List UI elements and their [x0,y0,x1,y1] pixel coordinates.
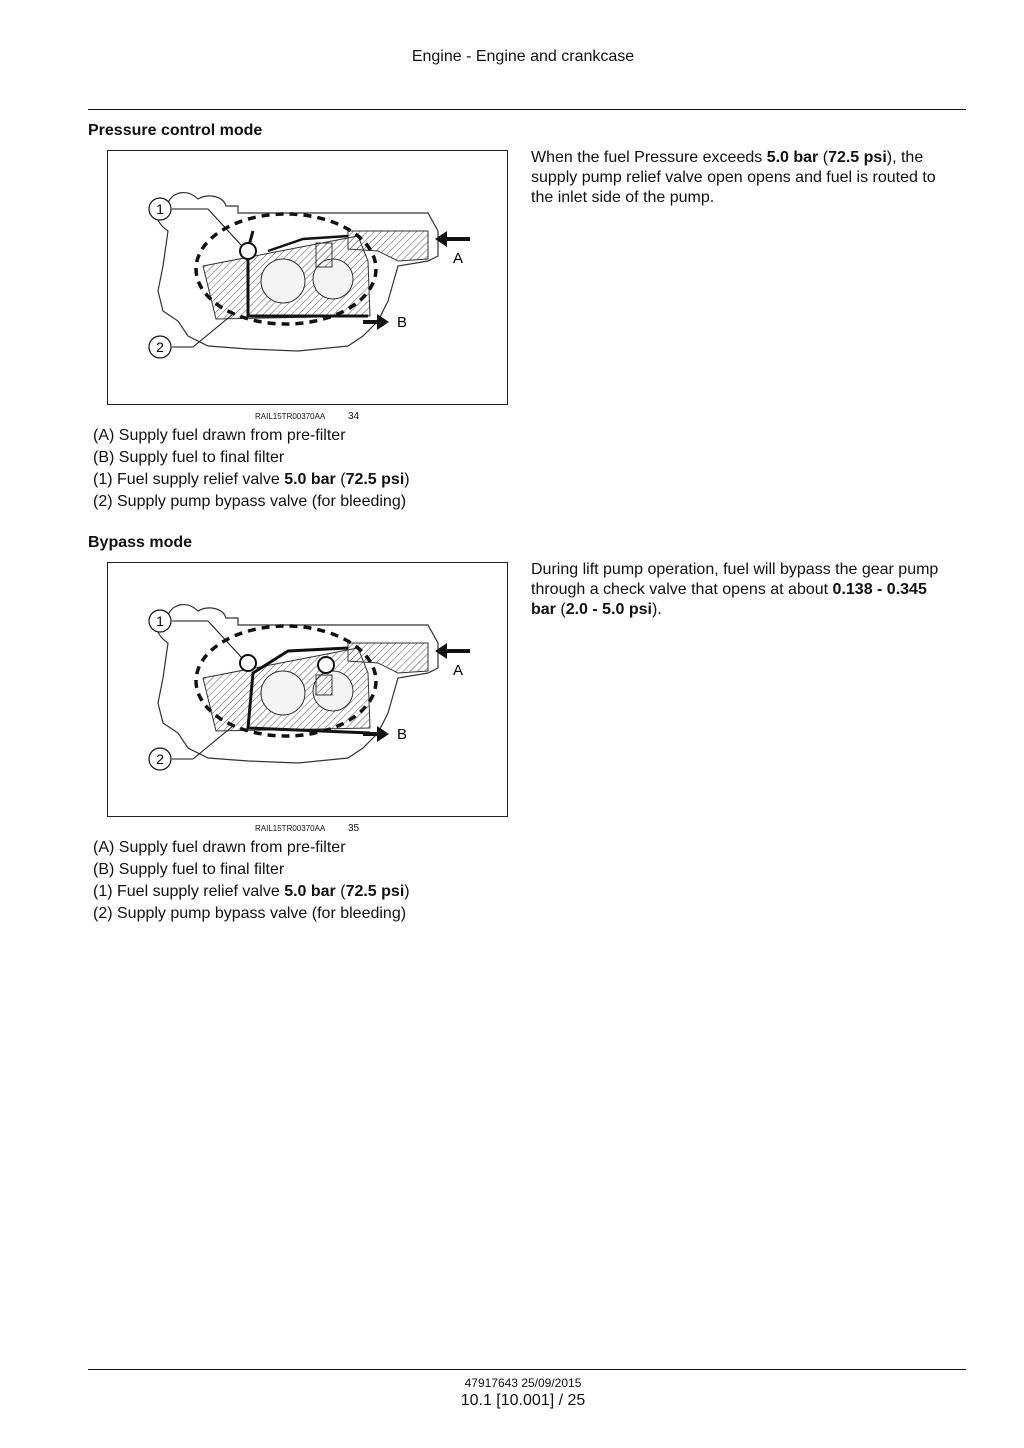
running-header: Engine - Engine and crankcase [411,48,635,65]
callout-b-label: B [396,726,408,743]
check-valve-marker [318,657,334,673]
spring-valve [316,675,332,695]
arrow-b-head [377,726,389,742]
description-pressure-control: When the fuel Pressure exceeds 5.0 bar (72.5 psi), the supply pump relief valve open opens and fuel is routed to the inlet side of the pump. [531,149,936,206]
legend-item-a: (A) Supply fuel drawn from pre-filter [93,427,346,444]
section-title-pressure-control: Pressure control mode [88,122,263,139]
callout-a-label: A [452,662,464,679]
leader-2b [193,726,233,759]
figure-bypass [107,562,508,817]
pump-diagram [108,151,507,404]
legend-item-a: (A) Supply fuel drawn from pre-filter [93,839,346,856]
leader-2b [193,314,233,347]
figure-number: 34 [348,411,360,422]
description-bypass: During lift pump operation, fuel will bypass the gear pump through a check valve that opens at about 0.138 - 0.345 bar (2.0 - 5.0 psi). [531,561,939,618]
legend-bypass [93,837,410,925]
header-rule [88,109,966,110]
figure-code: RAIL15TR00370AA [255,824,326,833]
callout-2-label: 2 [156,339,164,355]
legend-pressure-control [93,425,410,513]
callout-a-label: A [452,250,464,267]
figure-pressure-control [107,150,508,405]
gear-left [261,671,305,715]
legend-item-2: (2) Supply pump bypass valve (for bleeding) [93,905,407,922]
callout-1-label: 1 [156,613,164,629]
legend-item-b: (B) Supply fuel to final filter [93,861,285,878]
legend-item-b: (B) Supply fuel to final filter [93,449,285,466]
leader-1b [208,621,242,658]
arrow-b-head [377,314,389,330]
spring-valve [316,243,332,267]
callout-1-label: 1 [156,201,164,217]
legend-item-1: (1) Fuel supply relief valve 5.0 bar (72.5 psi) [93,883,410,900]
footer-page-number: 10.1 [10.001] / 25 [460,1392,586,1409]
valve-1-marker [240,655,256,671]
callout-b-label: B [396,314,408,331]
legend-item-2: (2) Supply pump bypass valve (for bleeding) [93,493,407,510]
arrow-a-head [435,643,447,659]
figure-number: 35 [348,823,360,834]
valve-1-marker [240,243,256,259]
section-title-bypass: Bypass mode [88,534,193,551]
footer-rule [88,1369,966,1370]
arrow-a-head [435,231,447,247]
callout-2-label: 2 [156,751,164,767]
legend-item-1: (1) Fuel supply relief valve 5.0 bar (72.5 psi) [93,471,410,488]
figure-code: RAIL15TR00370AA [255,412,326,421]
pump-diagram [108,563,507,816]
leader-1b [208,209,242,246]
footer-doc-id: 47917643 25/09/2015 [464,1376,582,1390]
gear-left [261,259,305,303]
